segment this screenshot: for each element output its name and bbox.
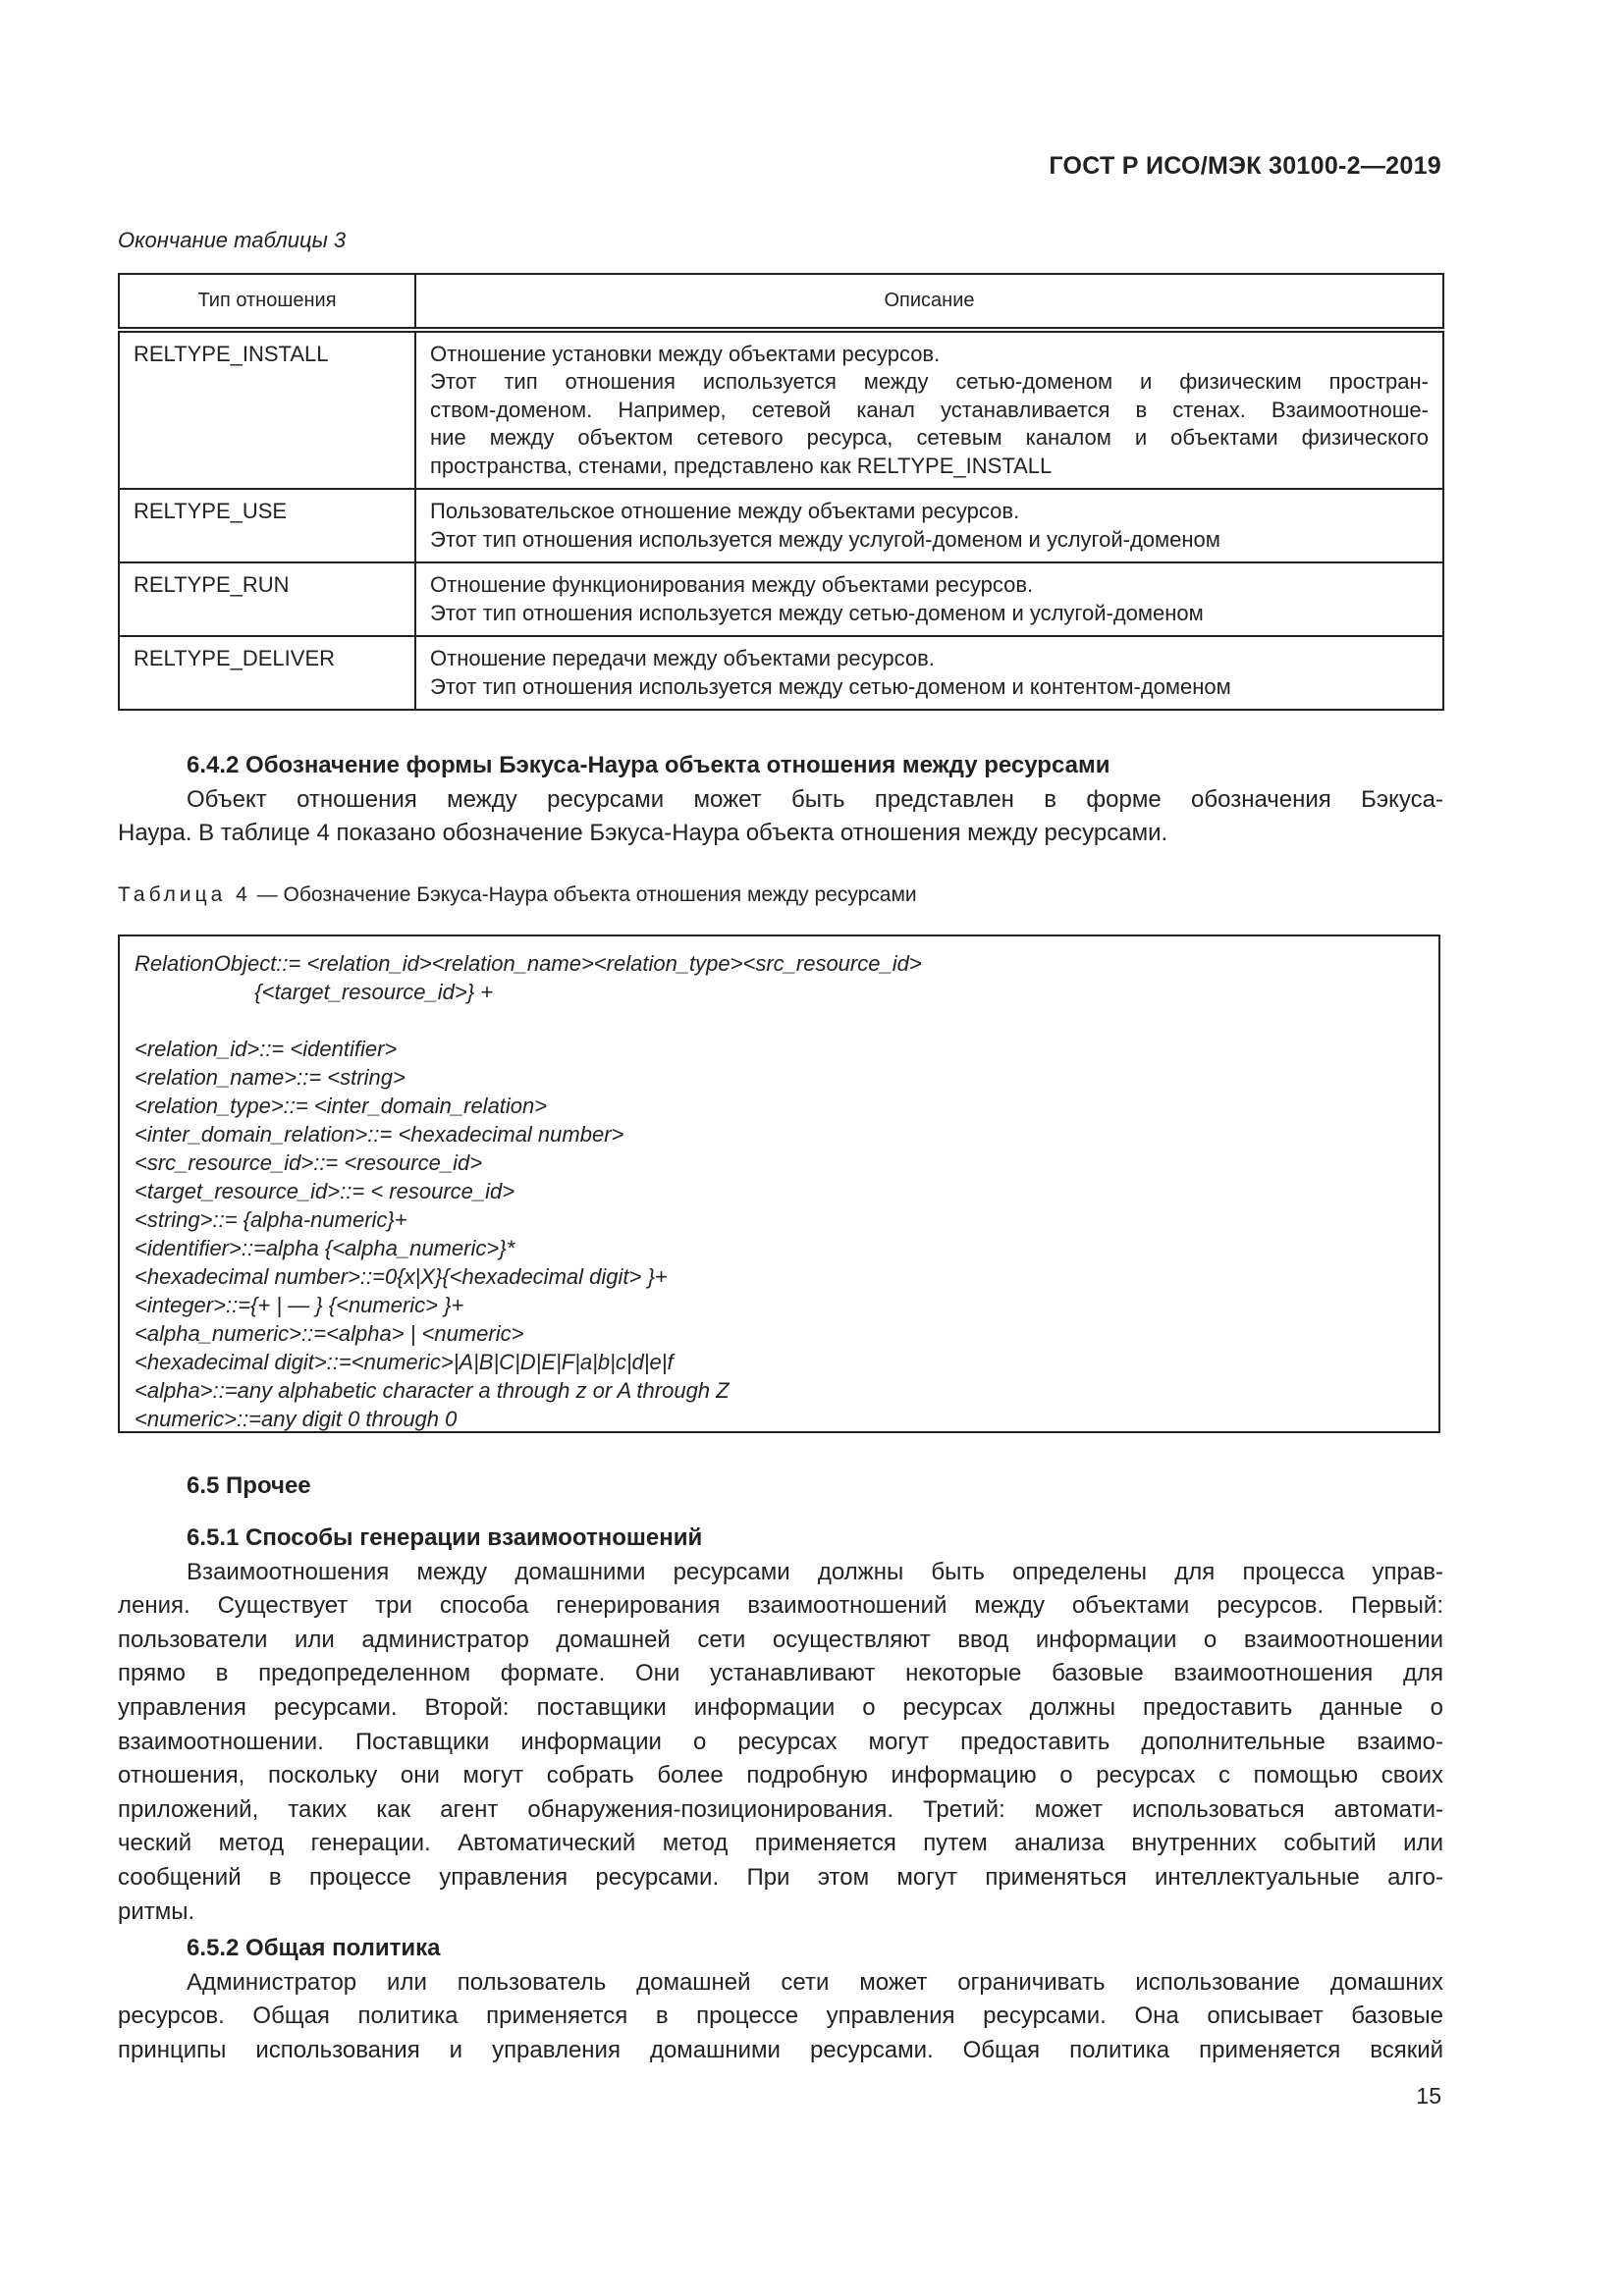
bnf-line: <relation_id>::= <identifier>: [135, 1037, 398, 1061]
bnf-line: <hexadecimal number>::=0{x|X}{<hexadecimal digit> }+: [135, 1264, 668, 1289]
bnf-line: <string>::= {alpha-numeric}+: [135, 1207, 407, 1232]
paragraph-line: Наура. В таблице 4 показано обозначение Бэкуса-Наура объекта отношения между ресурсами.: [118, 820, 1168, 847]
paragraph-line: Взаимоотношения между домашними ресурсами должны быть определены для процесса управ-: [187, 1558, 1443, 1585]
paragraph-line: пользователи или администратор домашней сети осуществляют ввод информации о взаимоотношении: [118, 1626, 1443, 1653]
bnf-line: <relation_type>::= <inter_domain_relation>: [135, 1094, 548, 1118]
paragraph-line: управления ресурсами. Второй: поставщики информации о ресурсах должны предоставить данные о: [118, 1693, 1443, 1721]
description-line: Отношение функционирования между объектами ресурсов.: [430, 572, 1034, 597]
table-header-row: [119, 274, 1443, 330]
paragraph-line: ческий метод генерации. Автоматический метод применяется путем анализа внутренних событий или: [118, 1830, 1443, 1857]
table-row: [119, 636, 1443, 710]
relation-type-cell: RELTYPE_USE: [119, 489, 415, 562]
bnf-line: <src_resource_id>::= <resource_id>: [135, 1150, 483, 1175]
table-continuation-label: Окончание таблицы 3: [118, 228, 347, 252]
section-heading: 6.5.1 Способы генерации взаимоотношений: [187, 1524, 703, 1551]
table-4-title: — Обозначение Бэкуса-Наура объекта отношения между ресурсами: [250, 883, 917, 906]
bnf-notation-box: [118, 934, 1440, 1433]
column-header-description: Описание: [415, 274, 1443, 330]
page-number: 15: [1416, 2083, 1441, 2109]
bnf-line: <identifier>::=alpha {<alpha_numeric>}*: [135, 1236, 515, 1260]
bnf-line: {<target_resource_id>} +: [135, 980, 494, 1004]
bnf-line: <relation_name>::= <string>: [135, 1065, 406, 1090]
section-6-5-1: [118, 1522, 1443, 1929]
description-line: ством-доменом. Например, сетевой канал устанавливается в стенах. Взаимоотноше-: [430, 397, 1429, 422]
paragraph-line: принципы использования и управления домашними ресурсами. Общая политика применяется всякий: [118, 2036, 1443, 2063]
bnf-line: [135, 1006, 1424, 1035]
table-row: [119, 330, 1443, 490]
bnf-line: <alpha>::=any alphabetic character a through z or A through Z: [135, 1378, 730, 1403]
paragraph-line: ления. Существует три способа генерирования взаимоотношений между объектами ресурсов. Первый:: [118, 1592, 1443, 1620]
description-cell: [415, 489, 1443, 562]
table-row: [119, 489, 1443, 562]
section-heading: 6.4.2 Обозначение формы Бэкуса-Наура объекта отношения между ресурсами: [187, 752, 1110, 778]
bnf-line: <integer>::={+ | — } {<numeric> }+: [135, 1293, 464, 1317]
relation-type-cell: RELTYPE_RUN: [119, 562, 415, 636]
description-cell: [415, 330, 1443, 490]
column-header-type: Тип отношения: [119, 274, 415, 330]
paragraph-line: прямо в предопределенном формате. Они устанавливают некоторые базовые взаимоотношения для: [118, 1660, 1443, 1687]
table-4-label: Таблица 4: [118, 883, 251, 906]
description-line: Пользовательское отношение между объектами ресурсов.: [430, 499, 1020, 523]
description-line: Этот тип отношения используется между сетью-доменом и контентом-доменом: [430, 673, 1231, 699]
paragraph-line: Объект отношения между ресурсами может быть представлен в форме обозначения Бэкуса-: [187, 785, 1443, 813]
bnf-line: <alpha_numeric>::=<alpha> | <numeric>: [135, 1321, 524, 1346]
paragraph-line: сообщений в процессе управления ресурсами. При этом могут применяться интеллектуальные алго-: [118, 1863, 1443, 1891]
bnf-line: <numeric>::=any digit 0 through 0: [135, 1407, 458, 1431]
section-6-5-heading: 6.5 Прочее: [187, 1472, 311, 1499]
paragraph-line: взаимоотношении. Поставщики информации о ресурсах могут предоставить дополнительные взаимо-: [118, 1728, 1443, 1755]
bnf-line: <hexadecimal digit>::=<numeric>|A|B|C|D|E|F|a|b|c|d|e|f: [135, 1350, 674, 1374]
paragraph-line: отношения, поскольку они могут собрать более подробную информацию о ресурсах с помощью своих: [118, 1762, 1443, 1789]
relation-type-cell: RELTYPE_DELIVER: [119, 636, 415, 710]
description-line: Этот тип отношения используется между сетью-доменом и физическим простран-: [430, 369, 1429, 394]
bnf-line: RelationObject::= <relation_id><relation_name><relation_type><src_resource_id>: [135, 951, 922, 976]
relation-types-table: [118, 273, 1444, 711]
description-cell: [415, 562, 1443, 636]
bnf-line: <inter_domain_relation>::= <hexadecimal number>: [135, 1122, 624, 1147]
paragraph-line: Администратор или пользователь домашней сети может ограничивать использование домашних: [187, 1968, 1443, 1996]
paragraph-line: ритмы.: [118, 1897, 195, 1925]
description-line: Этот тип отношения используется между сетью-доменом и услугой-доменом: [430, 600, 1204, 625]
paragraph-line: приложений, таких как агент обнаружения-позиционирования. Третий: может использоваться автомати-: [118, 1795, 1443, 1823]
paragraph-line: ресурсов. Общая политика применяется в процессе управления ресурсами. Она описывает базовые: [118, 2002, 1443, 2030]
description-line: Отношение установки между объектами ресурсов.: [430, 341, 941, 366]
section-6-5-2: [118, 1932, 1443, 2067]
table-row: [119, 562, 1443, 636]
section-6-4-2: [118, 749, 1443, 851]
document-id-header: ГОСТ Р ИСО/МЭК 30100-2—2019: [1049, 152, 1441, 180]
description-line: пространства, стенами, представлено как RELTYPE_INSTALL: [430, 453, 1053, 478]
relation-type-cell: RELTYPE_INSTALL: [119, 330, 415, 490]
bnf-line: <target_resource_id>::= < resource_id>: [135, 1179, 515, 1203]
description-cell: [415, 636, 1443, 710]
description-line: Этот тип отношения используется между услугой-доменом и услугой-доменом: [430, 526, 1220, 552]
description-line: Отношение передачи между объектами ресурсов.: [430, 646, 935, 670]
table-4-caption: [118, 883, 917, 907]
description-line: ние между объектом сетевого ресурса, сетевым каналом и объектами физического: [430, 425, 1429, 450]
section-heading: 6.5.2 Общая политика: [187, 1935, 441, 1961]
